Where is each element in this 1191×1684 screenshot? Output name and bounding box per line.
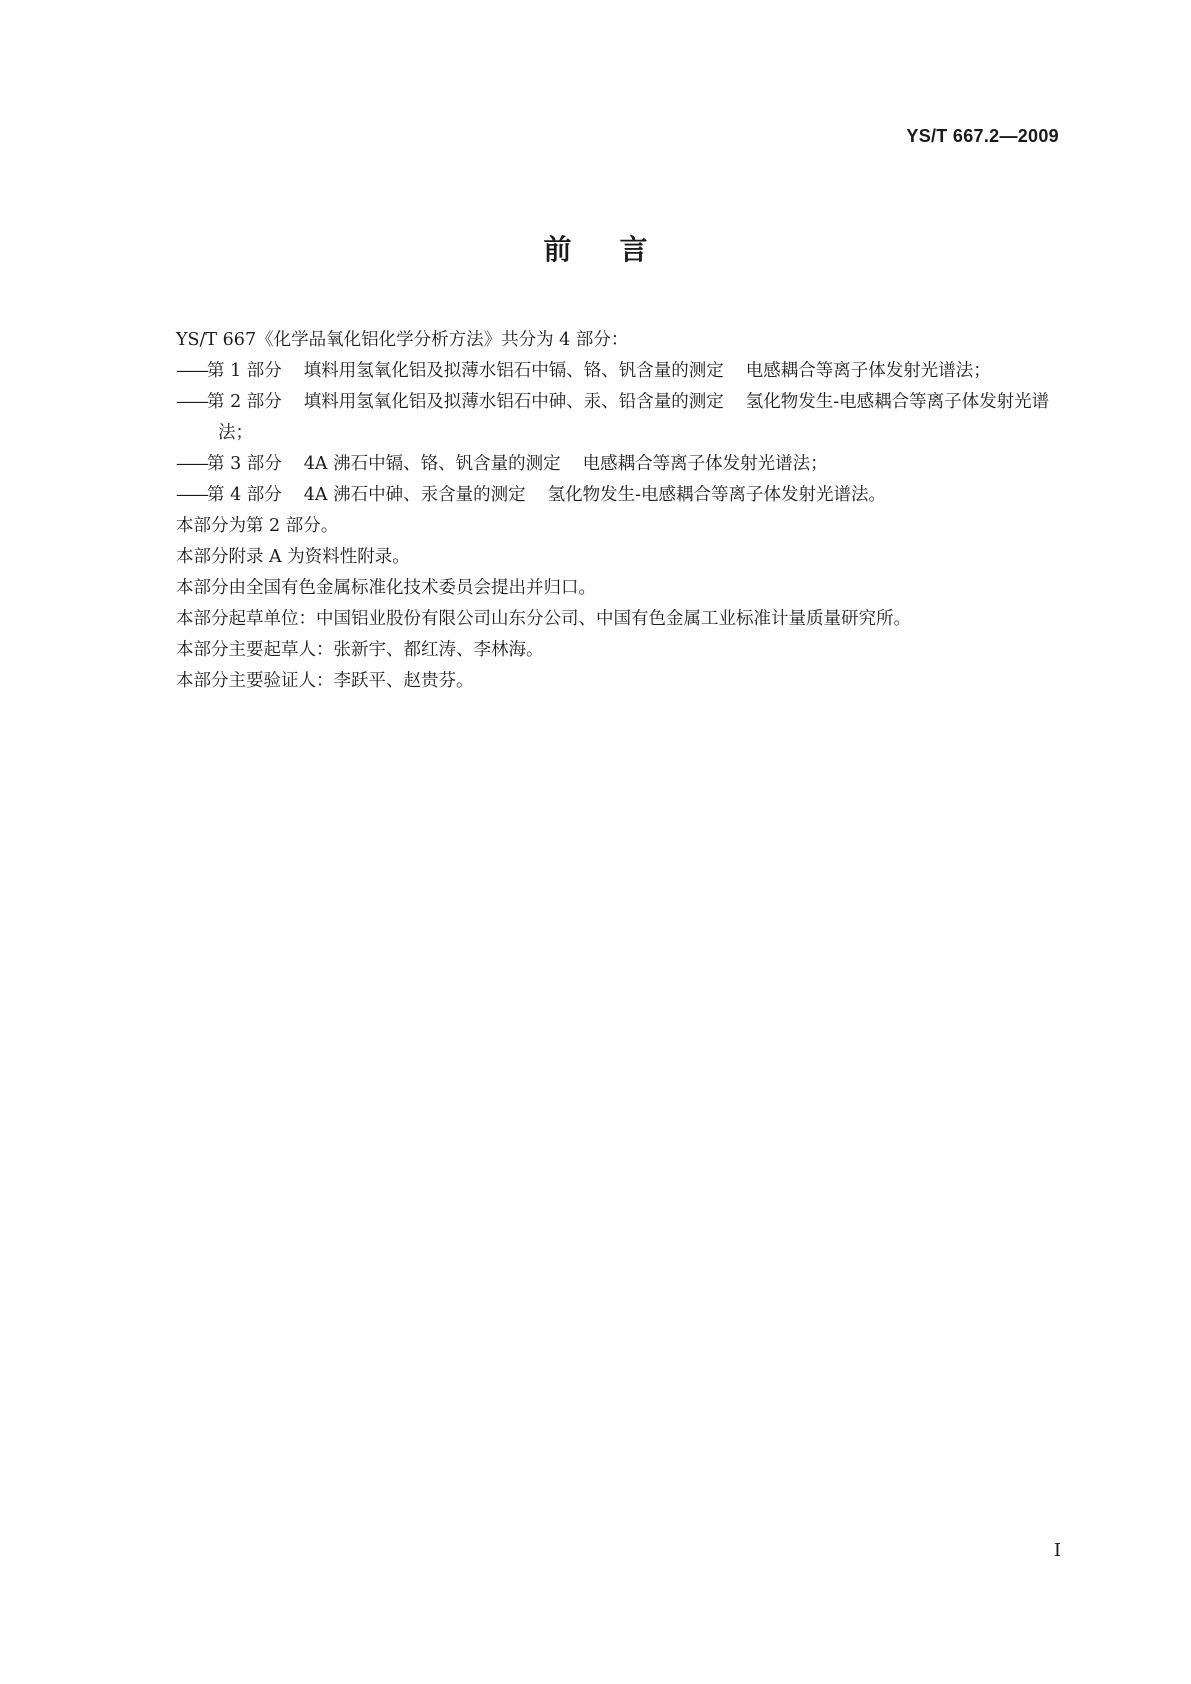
part-label: 第 4 部分 — [207, 485, 282, 505]
part-method: 电感耦合等离子体发射光谱法； — [745, 361, 991, 381]
part-method: 氢化物发生-电感耦合等离子体发射光谱法； — [218, 392, 1050, 443]
intro-paragraph: YS/T 667《化学品氧化铝化学分析方法》共分为 4 部分： — [176, 330, 629, 350]
part-subject: 填料用氢氧化铝及拟薄水铝石中镉、铬、钒含量的测定 — [303, 361, 724, 381]
foreword-body — [176, 325, 1069, 697]
list-item — [176, 387, 1069, 449]
statement-part-number: 本部分为第 2 部分。 — [176, 516, 339, 536]
em-dash: —— — [176, 361, 207, 381]
list-item — [176, 356, 1069, 387]
page-title: 前言 — [543, 233, 696, 266]
part-label: 第 2 部分 — [207, 392, 282, 412]
em-dash: —— — [176, 485, 207, 505]
part-method: 电感耦合等离子体发射光谱法； — [582, 454, 828, 474]
em-dash: —— — [176, 392, 207, 412]
em-dash: —— — [176, 454, 207, 474]
list-item — [176, 480, 1069, 511]
statement-verifiers: 本部分主要验证人：李跃平、赵贵芬。 — [176, 671, 474, 691]
statement-drafters: 本部分主要起草人：张新宇、都红涛、李林海。 — [176, 640, 544, 660]
list-item — [176, 449, 1069, 480]
part-method: 氢化物发生-电感耦合等离子体发射光谱法。 — [547, 485, 887, 505]
part-subject: 4A 沸石中镉、铬、钒含量的测定 — [303, 454, 561, 474]
statement-committee: 本部分由全国有色金属标准化技术委员会提出并归口。 — [176, 578, 596, 598]
statement-drafting-units: 本部分起草单位：中国铝业股份有限公司山东分公司、中国有色金属工业标准计量质量研究所。 — [176, 609, 911, 629]
part-label: 第 3 部分 — [207, 454, 282, 474]
page-number: I — [1053, 1540, 1061, 1561]
part-subject: 4A 沸石中砷、汞含量的测定 — [303, 485, 526, 505]
part-label: 第 1 部分 — [207, 361, 282, 381]
part-subject: 填料用氢氧化铝及拟薄水铝石中砷、汞、铅含量的测定 — [303, 392, 724, 412]
standard-code: YS/T 667.2—2009 — [906, 126, 1059, 146]
statement-appendix: 本部分附录 A 为资料性附录。 — [176, 547, 410, 567]
